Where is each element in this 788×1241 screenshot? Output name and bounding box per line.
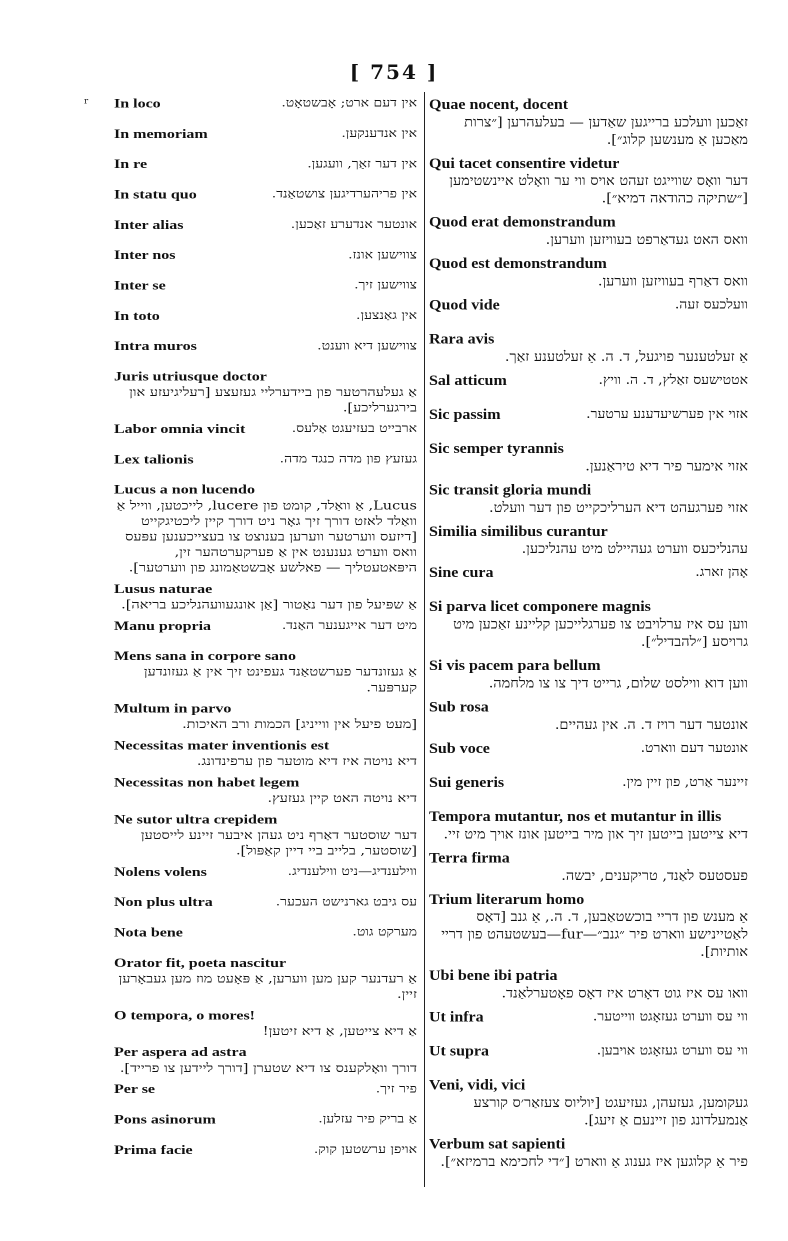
yiddish-translation: אונטער דער רויז ד. ה. אין געהיים. xyxy=(554,717,748,733)
latin-phrase: Tempora mutantur, nos et mutantur in illis xyxy=(429,809,722,825)
latin-phrase: Ut supra xyxy=(429,1043,490,1060)
dictionary-entry xyxy=(114,96,417,126)
yiddish-translation: וועלכעס זעה. xyxy=(674,297,748,313)
latin-phrase: Similia similibus curantur xyxy=(429,523,608,540)
yiddish-translation: ווען עס איז ערלויבט צו פערגלייכען קליינע זאַכען מיט גרויסע [״להבדיל״]. xyxy=(453,617,748,650)
dictionary-entry xyxy=(114,864,417,894)
yiddish-translation: אטטישעס זאַלץ, ד. ה. וויץ. xyxy=(598,372,748,388)
latin-phrase: Nota bene xyxy=(114,925,183,940)
latin-phrase: Rara avis xyxy=(429,331,495,348)
latin-phrase: Pons asinorum xyxy=(114,1112,216,1127)
dictionary-entry xyxy=(429,849,748,885)
latin-phrase: Orator fit, poeta nascitur xyxy=(114,956,287,971)
dictionary-entry xyxy=(429,255,748,291)
yiddish-translation: [מעט פיעל אין ווייניג] הכמות ורב האיכות. xyxy=(182,718,417,732)
yiddish-translation: דער וואָס שווייגט זעהט אויס ווי ער וואָלט איינשטימען [״שתיקה כהודאה דמיא״]. xyxy=(449,174,748,207)
left-column xyxy=(114,96,417,1173)
yiddish-translation: אין דעם ארט; אָבשטאָט. xyxy=(281,96,417,110)
latin-phrase: Juris utriusque doctor xyxy=(114,369,267,384)
yiddish-translation: אַ מענש פון דריי בוכשטאַבען, ד. ה., אַ גנב [דאָס לאַטיינישע ווארט פיר ״גנב״—fur—בעשטעהט פון דריי אותיות]. xyxy=(441,910,748,960)
yiddish-translation: אזוי פערגעהט דיא הערליכקייט פון דער וועלט. xyxy=(489,500,748,516)
yiddish-translation: ווי עס ווערט געזאָגט ווייטער. xyxy=(592,1009,748,1025)
dictionary-entry xyxy=(114,581,417,613)
yiddish-translation: אַ בריק פיר עזלען. xyxy=(318,1112,417,1126)
dictionary-entry xyxy=(114,649,417,697)
dictionary-entry xyxy=(114,618,417,648)
yiddish-translation: אָהן זארג. xyxy=(695,565,748,580)
latin-phrase: Quod vide xyxy=(429,297,500,314)
latin-phrase: Si parva licet componere magnis xyxy=(429,599,651,615)
dictionary-entry xyxy=(429,96,748,149)
latin-phrase: Sine cura xyxy=(429,565,494,581)
dictionary-entry xyxy=(114,895,417,925)
yiddish-translation: עהנליכעס ווערט געהיילט מיט עהנליכען. xyxy=(521,542,748,557)
yiddish-translation: זאַכען וועלכע ברייגען שאַדען — בעלעהרען [״צרות מאַכען אַ מענשען קלוג״]. xyxy=(464,115,748,148)
latin-phrase: Lucus a non lucendo xyxy=(114,483,255,497)
yiddish-translation: Lucus, אַ וואַלד, קומט פון lucere, לייכטען, ווייל אַ וואַלד לאזט דורך זיך גאָר ניט דורך קיין ליכטיגקייט [דיזעס ווערטער ווערען בענוצט צו בעצייכענען עפּעס וואס ווערט גענענט אין אַ פערקערטהער זין, היפּאטעטליך — פאלשע אָבשטאַמונג פון ווערטער]. xyxy=(116,499,417,575)
dictionary-entry xyxy=(429,523,748,559)
yiddish-translation: מערקט גוט. xyxy=(352,925,417,939)
dictionary-entry xyxy=(114,217,417,247)
latin-phrase: Inter se xyxy=(114,278,166,293)
latin-phrase: Terra firma xyxy=(429,850,510,867)
margin-mark: ʳ xyxy=(84,96,89,112)
dictionary-entry xyxy=(429,891,748,962)
dictionary-entry xyxy=(429,967,748,1003)
yiddish-translation: פעסטעס לאַנד, טריקענים, יבשה. xyxy=(561,868,748,884)
dictionary-entry xyxy=(429,1136,748,1172)
dictionary-entry xyxy=(114,1082,417,1112)
latin-phrase: Necessitas mater inventionis est xyxy=(114,738,330,753)
latin-phrase: Per se xyxy=(114,1082,156,1097)
dictionary-entry xyxy=(429,740,748,774)
yiddish-translation: צווישען אונז. xyxy=(348,248,417,262)
yiddish-translation: מיט דער אייגענער האַנד. xyxy=(281,619,417,633)
latin-phrase: Ne sutor ultra crepidem xyxy=(114,812,278,827)
latin-phrase: Sic transit gloria mundi xyxy=(429,482,592,499)
dictionary-entry xyxy=(114,812,417,860)
latin-phrase: Sub voce xyxy=(429,740,490,757)
dictionary-entry xyxy=(114,775,417,807)
latin-phrase: Quae nocent, docent xyxy=(429,96,569,113)
yiddish-translation: אַ געזונדער פערשטאַנד געפינט זיך אין אַ געזונדען קערפּער. xyxy=(143,665,417,695)
latin-phrase: Sic semper tyrannis xyxy=(429,441,564,457)
yiddish-translation: אַ רעדנער קען מען ווערען, אַ פּאָעט מוז מען געבאָרען זיין. xyxy=(118,972,417,1002)
yiddish-translation: ווי עס ווערט געזאָגט אויבען. xyxy=(596,1043,748,1059)
dictionary-entry xyxy=(429,564,748,598)
yiddish-translation: דיא נויטה האט קיין געזעץ. xyxy=(267,792,417,806)
yiddish-translation: אַ שפּיעל פון דער נאַטור [אַן אונגעוועהנליכע בריאה]. xyxy=(121,598,417,612)
latin-phrase: O tempora, o mores! xyxy=(114,1008,255,1023)
page-number: [ 754 ] xyxy=(349,60,439,84)
dictionary-entry xyxy=(114,925,417,955)
yiddish-translation: אַ זעלטענער פויגעל, ד. ה. אַ זעלטענע זאַך. xyxy=(504,349,748,365)
dictionary-entry xyxy=(429,214,748,250)
dictionary-entry xyxy=(114,955,417,1003)
dictionary-entry xyxy=(429,699,748,735)
yiddish-translation: אַ געלעהרטער פון ביידערליי געזעצע [רעליגיעזע און בירגערליכע]. xyxy=(129,386,417,415)
yiddish-translation: וואו עס איז גוט דאָרט איז דאָס פאָטערלאַנד. xyxy=(501,986,748,1002)
yiddish-translation: פיר אַ קלוגען איז גענוג אַ ווארט [״די לחכימא ברמיזא״]. xyxy=(440,1154,748,1170)
dictionary-entry xyxy=(429,372,748,406)
dictionary-entry xyxy=(429,481,748,517)
dictionary-entry xyxy=(114,1112,417,1142)
latin-phrase: Labor omnia vincit xyxy=(114,422,246,437)
dictionary-entry xyxy=(114,369,417,417)
yiddish-translation: וואס האט געדאַרפט בעוויזען ווערען. xyxy=(545,233,748,248)
latin-phrase: Quod est demonstrandum xyxy=(429,256,607,272)
latin-phrase: In statu quo xyxy=(114,187,197,202)
dictionary-entry xyxy=(429,297,748,331)
latin-phrase: In toto xyxy=(114,309,160,324)
dictionary-entry xyxy=(114,452,417,482)
dictionary-entry xyxy=(114,187,417,217)
yiddish-translation: אונטער דעם ווארט. xyxy=(640,740,748,756)
latin-phrase: Ubi bene ibi patria xyxy=(429,968,558,984)
dictionary-entry xyxy=(114,126,417,156)
dictionary-entry xyxy=(429,155,748,208)
yiddish-translation: צווישען זיך. xyxy=(354,278,417,292)
yiddish-translation: וואס דאַרף בעוויזען ווערען. xyxy=(597,274,748,290)
latin-phrase: Lusus naturae xyxy=(114,582,213,597)
dictionary-entry xyxy=(114,157,417,187)
dictionary-entry xyxy=(429,1009,748,1043)
yiddish-translation: געקומען, געזעהן, געזיעגט [יוליוס צעזאַר׳ס קורצע אַנמעלדונג פון זיינעם אַ זיעג]. xyxy=(473,1096,748,1129)
dictionary-entry xyxy=(114,701,417,733)
yiddish-translation: אין גאַנצען. xyxy=(356,309,417,323)
latin-phrase: Necessitas non habet legem xyxy=(114,775,300,790)
dictionary-entry xyxy=(114,278,417,308)
dictionary-entry xyxy=(429,808,748,844)
yiddish-translation: זיינער אַרט, פון זיין מין. xyxy=(622,774,748,790)
dictionary-entry xyxy=(114,1045,417,1077)
latin-phrase: Si vis pacem para bellum xyxy=(429,658,601,674)
column-divider xyxy=(424,92,425,1187)
latin-phrase: Inter nos xyxy=(114,248,176,263)
yiddish-translation: ווילענדיג—ניט ווילענדיג. xyxy=(287,865,417,879)
yiddish-translation: ארבייט בעזיעגט אַלעס. xyxy=(291,422,417,436)
latin-phrase: Per aspera ad astra xyxy=(114,1045,247,1060)
latin-phrase: Prima facie xyxy=(114,1143,193,1158)
dictionary-entry xyxy=(429,1043,748,1077)
yiddish-translation: פיר זיך. xyxy=(375,1082,417,1096)
latin-phrase: Multum in parvo xyxy=(114,701,232,716)
latin-phrase: Ut infra xyxy=(429,1009,484,1026)
dictionary-entry xyxy=(114,339,417,369)
dictionary-entry xyxy=(114,248,417,278)
latin-phrase: Sui generis xyxy=(429,774,505,791)
dictionary-entry xyxy=(114,482,417,576)
yiddish-translation: אזוי אימער פיר דיא טיראַנען. xyxy=(585,459,748,475)
latin-phrase: Lex talionis xyxy=(114,452,194,467)
latin-phrase: Quod erat demonstrandum xyxy=(429,214,616,231)
latin-phrase: Non plus ultra xyxy=(114,895,213,910)
yiddish-translation: אַ דיא צייטען, אַ דיא זיטען! xyxy=(262,1025,417,1039)
yiddish-translation: אין פריהערדיגען צושטאַנד. xyxy=(271,187,417,201)
latin-phrase: Sub rosa xyxy=(429,699,489,716)
dictionary-entry xyxy=(429,440,748,476)
yiddish-translation: דיא נויטה איז דיא מוטער פון ערפינדונג. xyxy=(196,755,417,769)
dictionary-entry xyxy=(114,738,417,770)
yiddish-translation: אונטער אנדערע זאַכען. xyxy=(290,218,417,232)
yiddish-translation: דיא צייטען בייטען זיך און מיר בייטען אונז אויך מיט זיי. xyxy=(443,827,748,843)
yiddish-translation: דער שוסטער דאַרף ניט געהן איבער זיינע לייסטען [שוסטער, בלייב ביי דיין קאַפּול]. xyxy=(140,829,417,858)
latin-phrase: Mens sana in corpore sano xyxy=(114,649,296,664)
latin-phrase: In memoriam xyxy=(114,127,208,142)
yiddish-translation: אין אנדענקען. xyxy=(341,127,417,141)
yiddish-translation: עס גיבט גארנישט העכער. xyxy=(275,895,417,909)
dictionary-entry xyxy=(114,1142,417,1172)
latin-phrase: Verbum sat sapienti xyxy=(429,1136,566,1153)
dictionary-entry xyxy=(429,657,748,693)
latin-phrase: In loco xyxy=(114,96,161,111)
dictionary-entry xyxy=(429,774,748,808)
yiddish-translation: געזעץ פון מדה כנגד מדה. xyxy=(279,452,417,466)
dictionary-entry xyxy=(429,406,748,440)
latin-phrase: In re xyxy=(114,157,148,172)
yiddish-translation: ווען דוא ווילסט שלום, גרייט דיך צו צו מלחמה. xyxy=(488,676,748,692)
yiddish-translation: צווישען דיא ווענט. xyxy=(317,339,417,353)
latin-phrase: Veni, vidi, vici xyxy=(429,1077,526,1094)
latin-phrase: Sic passim xyxy=(429,406,501,423)
dictionary-entry xyxy=(114,422,417,452)
latin-phrase: Inter alias xyxy=(114,218,184,233)
dictionary-entry xyxy=(114,308,417,338)
latin-phrase: Manu propria xyxy=(114,619,212,634)
latin-phrase: Intra muros xyxy=(114,339,197,354)
yiddish-translation: אין דער זאַך, וועגען. xyxy=(307,157,417,171)
yiddish-translation: דורך וואָלקענס צו דיא שטערן [דורך ליידען צו פרייד]. xyxy=(119,1061,417,1076)
dictionary-entry xyxy=(114,1008,417,1040)
yiddish-translation: אזוי אין פערשיעדענע ערטער. xyxy=(586,406,748,422)
latin-phrase: Nolens volens xyxy=(114,865,207,880)
right-column xyxy=(429,96,748,1177)
latin-phrase: Qui tacet consentire videtur xyxy=(429,155,620,172)
latin-phrase: Trium literarum homo xyxy=(429,891,585,908)
dictionary-entry xyxy=(429,598,748,651)
dictionary-entry xyxy=(429,1077,748,1130)
dictionary-entry xyxy=(429,331,748,367)
yiddish-translation: אויפן ערשטען קוק. xyxy=(313,1143,417,1157)
latin-phrase: Sal atticum xyxy=(429,372,507,389)
